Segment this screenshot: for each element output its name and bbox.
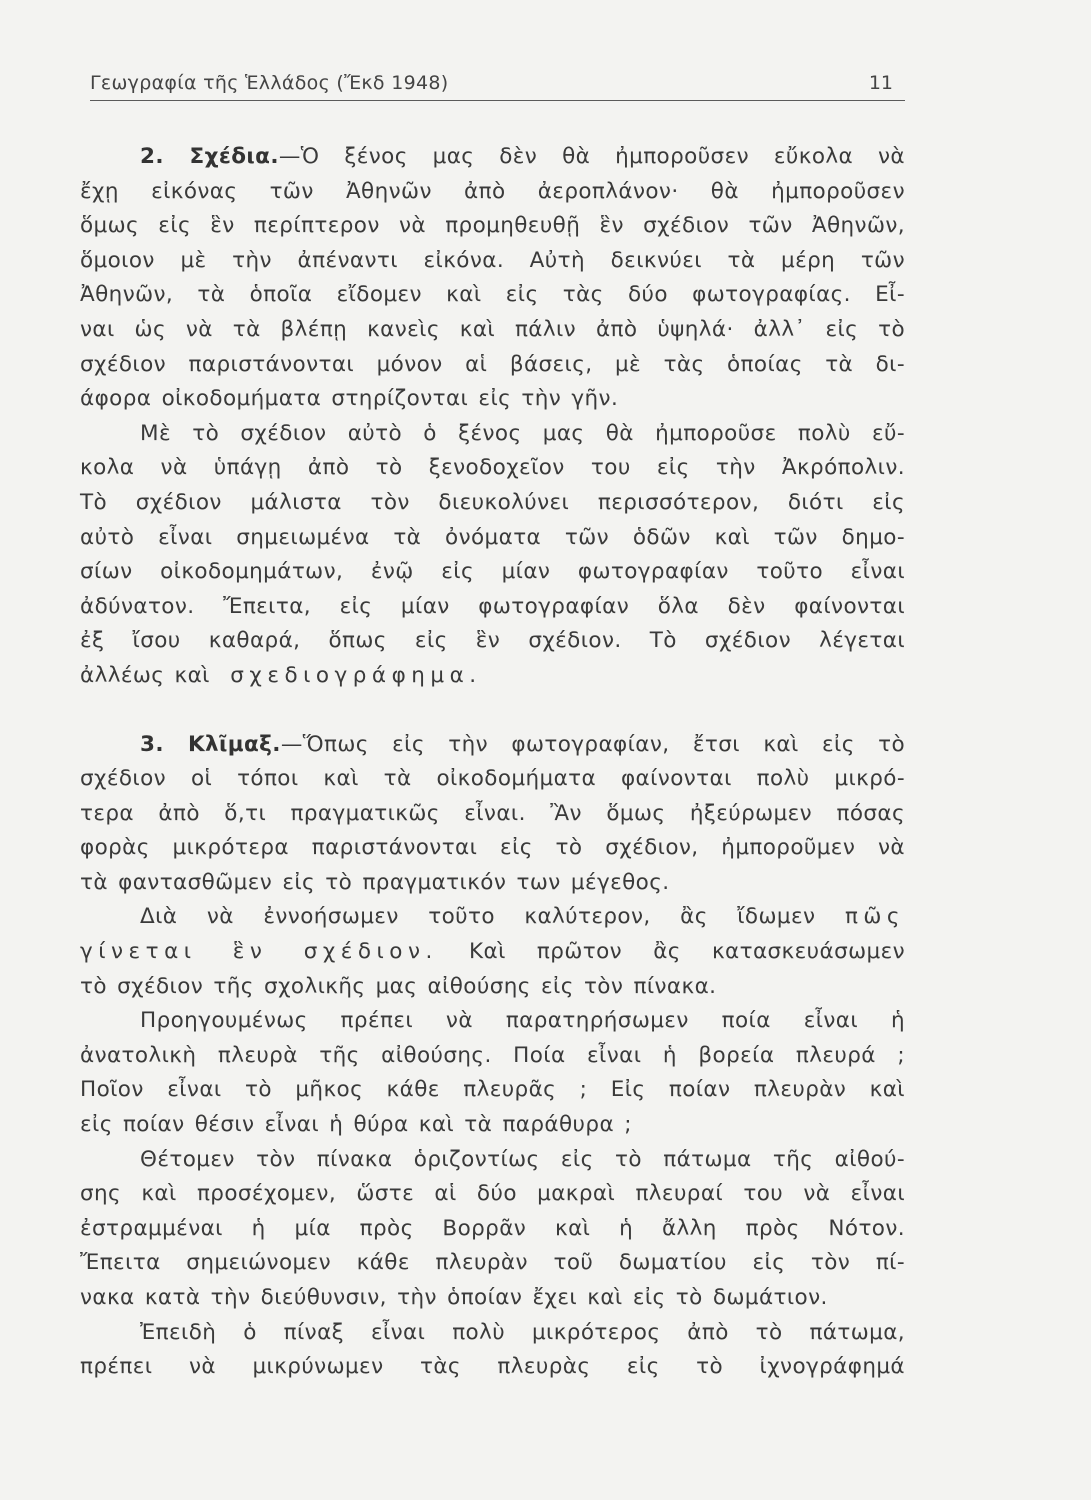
paragraph-line: σίων οἰκοδομημάτων, ἐνῷ εἰς μίαν φωτογραφίαν τοῦτο εἶναι: [80, 559, 905, 585]
paragraph-line: τὰ φαντασθῶμεν εἰς τὸ πραγματικόν των μέγεθος.: [80, 869, 670, 895]
paragraph-line: σχέδιον παριστάνονται μόνον αἱ βάσεις, μὲ τὰς ὁποίας τὰ δι-: [80, 351, 905, 377]
paragraph-line: Διὰ νὰ ἐννοήσωμεν τοῦτο καλύτερον, ἂς ἴδωμεν πῶς: [140, 904, 906, 930]
paragraph-line: ὅμως εἰς ἓν περίπτερον νὰ προμηθευθῇ ἓν σχέδιον τῶν Ἀθηνῶν,: [80, 213, 905, 239]
paragraph-line: ἔχῃ εἰκόνας τῶν Ἀθηνῶν ἀπὸ ἀεροπλάνον· θὰ ἠμποροῦσεν: [80, 178, 905, 204]
body-text: [80, 140, 905, 1385]
paragraph-line: εἰς ποίαν θέσιν εἶναι ἡ θύρα καὶ τὰ παράθυρα ;: [80, 1112, 632, 1138]
paragraph-line: πρέπει νὰ μικρύνωμεν τὰς πλευρὰς εἰς τὸ ἰχνογράφημά: [80, 1354, 905, 1380]
paragraph-line: Ἐπειδὴ ὁ πίναξ εἶναι πολὺ μικρότερος ἀπὸ τὸ πάτωμα,: [140, 1319, 905, 1345]
paragraph-line: φορὰς μικρότερα παριστάνονται εἰς τὸ σχέδιον, ἠμποροῦμεν νὰ: [80, 835, 905, 861]
paragraph-line: Ἀθηνῶν, τὰ ὁποῖα εἴδομεν καὶ εἰς τὰς δύο φωτογραφίας. Εἶ-: [80, 282, 905, 308]
term-schediographima: σχεδιογράφημα.: [230, 662, 482, 688]
paragraph-line: νακα κατὰ τὴν διεύθυνσιν, τὴν ὁποίαν ἔχει καὶ εἰς τὸ δωμάτιον.: [80, 1285, 828, 1310]
spaced-phrase: πῶς: [844, 904, 906, 930]
paragraph-line: Τὸ σχέδιον μάλιστα τὸν διευκολύνει περισσότερον, διότι εἰς: [80, 489, 905, 515]
page-number: 11: [868, 72, 893, 94]
section-2-line-1: 2. Σχέδια.—Ὁ ξένος μας δὲν θὰ ἠμποροῦσεν εὔκολα νὰ: [140, 144, 905, 169]
paragraph-line: κολα νὰ ὑπάγῃ ἀπὸ τὸ ξενοδοχεῖον του εἰς τὴν Ἀκρόπολιν.: [80, 455, 905, 481]
paragraph-line: Μὲ τὸ σχέδιον αὐτὸ ὁ ξένος μας θὰ ἠμποροῦσε πολὺ εὔ-: [140, 420, 905, 446]
paragraph-line: Προηγουμένως πρέπει νὰ παρατηρήσωμεν ποία εἶναι ἡ: [140, 1008, 905, 1034]
paragraph-line: τερα ἀπὸ ὅ,τι πραγματικῶς εἶναι. Ἂν ὅμως ἠξεύρωμεν πόσας: [80, 800, 905, 826]
paragraph-line-term: ἀλλέως καὶ σχεδιογράφημα.: [80, 662, 482, 688]
paragraph-line: τὸ σχέδιον τῆς σχολικῆς μας αἰθούσης εἰς τὸν πίνακα.: [80, 973, 717, 999]
paragraph-line: άφορα οἰκοδομήματα στηρίζονται εἰς τὴν γῆν.: [80, 386, 619, 412]
paragraph-line: ἐστραμμέναι ἡ μία πρὸς Βορρᾶν καὶ ἡ ἄλλη πρὸς Νότον.: [80, 1215, 905, 1241]
section-gap: [80, 694, 905, 728]
spaced-phrase: γίνεται ἓν σχέδιον.: [80, 939, 438, 965]
paragraph-line: σης καὶ προσέχομεν, ὥστε αἱ δύο μακραὶ πλευραί του νὰ εἶναι: [80, 1181, 905, 1207]
section-3-line-1: 3. Κλῖμαξ.—Ὅπως εἰς τὴν φωτογραφίαν, ἔτσι καὶ εἰς τὸ: [140, 731, 905, 757]
header-title: Γεωγραφία τῆς Ἑλλάδος (Ἔκδ 1948): [90, 72, 449, 94]
paragraph-line: αὐτὸ εἶναι σημειωμένα τὰ ὀνόματα τῶν ὁδῶν καὶ τῶν δημο-: [80, 524, 905, 550]
paragraph-line: ἀνατολικὴ πλευρὰ τῆς αἰθούσης. Ποία εἶναι ἡ βορεία πλευρά ;: [80, 1042, 905, 1068]
paragraph-line: Ποῖον εἶναι τὸ μῆκος κάθε πλευρᾶς ; Εἰς ποίαν πλευρὰν καὶ: [80, 1077, 905, 1103]
running-header: [90, 70, 905, 101]
paragraph-line: ὅμοιον μὲ τὴν ἀπέναντι εἰκόνα. Αὐτὴ δεικνύει τὰ μέρη τῶν: [80, 247, 905, 273]
paragraph-line: ἐξ ἴσου καθαρά, ὅπως εἰς ἓν σχέδιον. Τὸ σχέδιον λέγεται: [80, 628, 905, 654]
section-3-heading: 3. Κλῖμαξ.: [140, 731, 281, 757]
paragraph-line: σχέδιον οἱ τόποι καὶ τὰ οἰκοδομήματα φαίνονται πολὺ μικρό-: [80, 766, 905, 792]
paragraph-line: γίνεται ἓν σχέδιον. Καὶ πρῶτον ἂς κατασκευάσωμεν: [80, 939, 906, 965]
paragraph-line: Θέτομεν τὸν πίνακα ὁριζοντίως εἰς τὸ πάτωμα τῆς αἰθού-: [140, 1146, 905, 1172]
paragraph-line: ἀδύνατον. Ἔπειτα, εἰς μίαν φωτογραφίαν ὅλα δὲν φαίνονται: [80, 593, 905, 619]
paragraph-line: Ἔπειτα σημειώνομεν κάθε πλευρὰν τοῦ δωματίου εἰς τὸν πί-: [80, 1250, 905, 1276]
section-2-heading: 2. Σχέδια.: [140, 144, 279, 169]
paragraph-line: ναι ὡς νὰ τὰ βλέπῃ κανεὶς καὶ πάλιν ἀπὸ ὑψηλά· ἀλλ᾽ εἰς τὸ: [80, 316, 905, 342]
